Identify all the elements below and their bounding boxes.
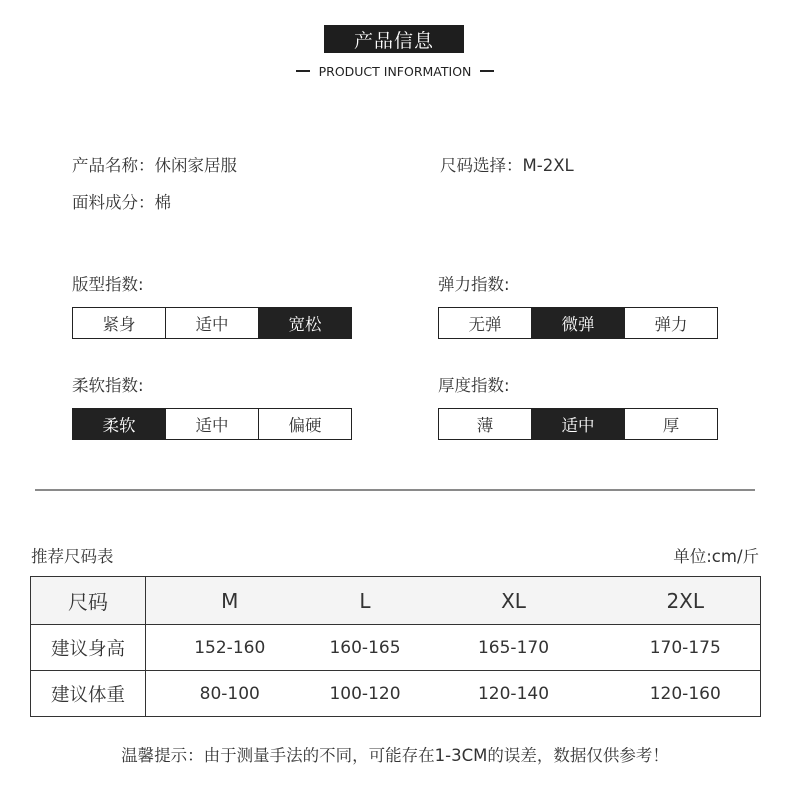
- softness-index-selector: [72, 408, 352, 440]
- section-subtitle: PRODUCT INFORMATION: [318, 63, 472, 79]
- size-table-header-row: [31, 577, 761, 625]
- fit-option: 宽松: [258, 308, 351, 338]
- softness-option: 柔软: [73, 409, 165, 439]
- thickness-index-label: 厚度指数:: [438, 376, 510, 395]
- section-title: 产品信息: [324, 25, 464, 53]
- table-cell: 120-160: [611, 671, 761, 717]
- fabric-composition: 面料成分：棉: [72, 193, 171, 212]
- size-choice: 尺码选择：M-2XL: [440, 156, 574, 175]
- elasticity-index-label: 弹力指数:: [438, 275, 510, 294]
- subtitle-row: [0, 62, 790, 80]
- size-column-header: M: [146, 577, 314, 625]
- fit-option: 紧身: [102, 315, 136, 334]
- weight-row-label: 建议体重: [31, 671, 146, 717]
- size-column-header: L: [314, 577, 417, 625]
- table-cell: 100-120: [314, 671, 417, 717]
- softness-index-label: 柔软指数:: [72, 376, 144, 395]
- size-column-header: 2XL: [611, 577, 761, 625]
- thickness-option: 适中: [531, 409, 624, 439]
- height-row-label: 建议身高: [31, 625, 146, 671]
- fit-index-label: 版型指数:: [72, 275, 144, 294]
- size-table-unit: 单位:cm/斤: [673, 547, 759, 566]
- elasticity-index-selector: [438, 307, 718, 339]
- subtitle-dash-left: [296, 70, 310, 72]
- table-cell: 80-100: [146, 671, 314, 717]
- section-divider: [35, 489, 755, 491]
- fit-option: 适中: [165, 308, 258, 338]
- size-table-title: 推荐尺码表: [31, 547, 114, 566]
- thickness-option: 薄: [476, 416, 494, 435]
- size-column-header: 尺码: [31, 577, 146, 625]
- thickness-option: 厚: [624, 409, 717, 439]
- measurement-tip: 温馨提示：由于测量手法的不同，可能存在1-3CM的误差，数据仅供参考！: [121, 746, 669, 765]
- subtitle-dash-right: [480, 70, 494, 72]
- elasticity-option: 微弹: [531, 308, 624, 338]
- table-cell: 152-160: [146, 625, 314, 671]
- elasticity-option: 弹力: [624, 308, 717, 338]
- table-row: [31, 625, 761, 671]
- softness-option: 偏硬: [258, 409, 351, 439]
- fit-index-selector: [72, 307, 352, 339]
- elasticity-option: 无弹: [468, 315, 502, 334]
- table-row: [31, 671, 761, 717]
- softness-option: 适中: [165, 409, 258, 439]
- thickness-index-selector: [438, 408, 718, 440]
- product-name: 产品名称：休闲家居服: [72, 156, 237, 175]
- table-cell: 165-170: [417, 625, 611, 671]
- size-column-header: XL: [417, 577, 611, 625]
- table-cell: 160-165: [314, 625, 417, 671]
- table-cell: 170-175: [611, 625, 761, 671]
- size-table: [30, 576, 761, 717]
- table-cell: 120-140: [417, 671, 611, 717]
